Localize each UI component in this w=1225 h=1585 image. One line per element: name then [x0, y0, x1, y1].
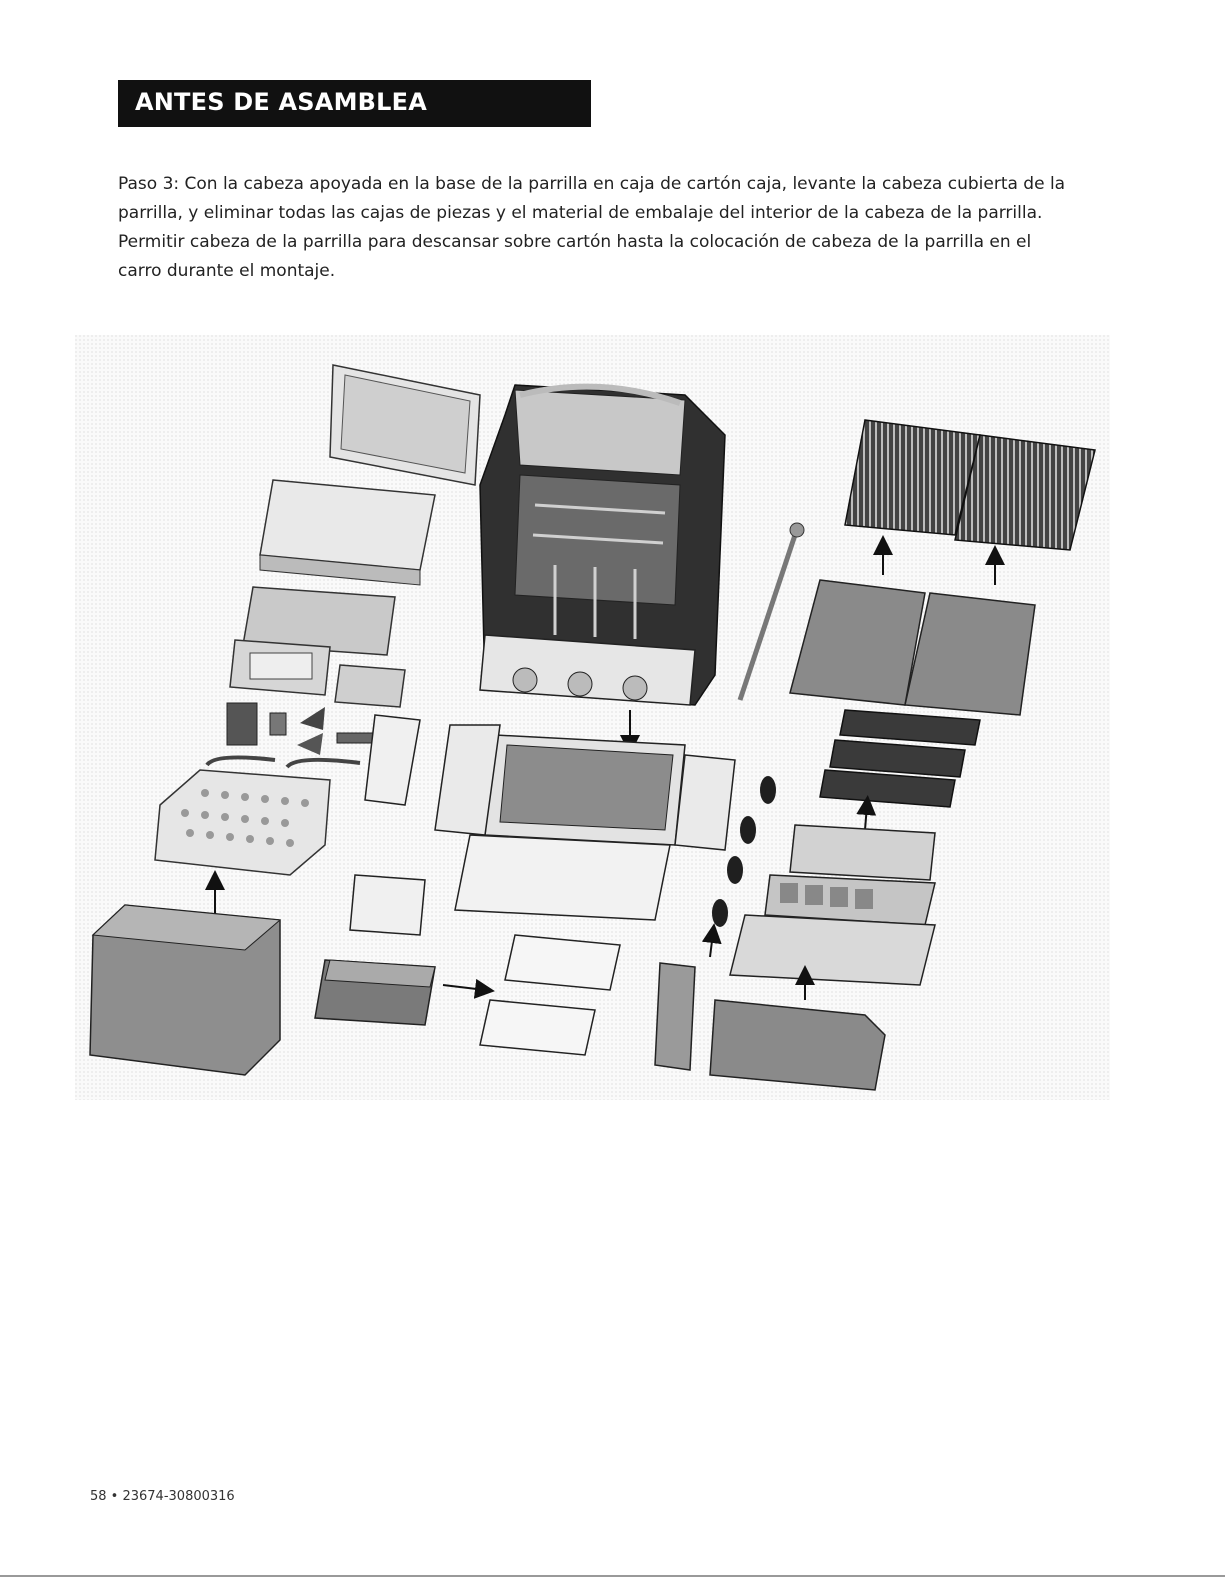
side-burner-lid-part: [260, 480, 435, 585]
drip-tray-small-part: [230, 640, 330, 695]
bottom-panel-part: [455, 835, 670, 920]
packing-box-small-part: [655, 963, 695, 1070]
cardboard-box-part: [90, 905, 280, 1075]
side-burner-box-part: [155, 770, 330, 875]
bottom-rule: [0, 1575, 1225, 1577]
grill-head-part: [480, 385, 725, 705]
page-number-label: 58 • 23674-30800316: [90, 1489, 235, 1504]
page-footer: [90, 1489, 235, 1504]
section-header: [118, 80, 591, 127]
section-title: ANTES DE ASAMBLEA: [135, 88, 428, 116]
step-instruction: Paso 3: Con la cabeza apoyada en la base de la parrilla en caja de cartón caja, levante la cabeza cubierta de la parrilla, y eliminar todas las cajas de piezas y el material de embalaje del interior de la cabeza de la parrilla. Permitir cabeza de la parrilla para descansar sobre cartón hasta la colocación de cabeza de la parrilla en el carro durante el montaje.: [118, 174, 1066, 281]
cooking-grate-right-part: [955, 435, 1095, 550]
grease-cup-part: [335, 665, 405, 707]
exploded-parts-diagram: [75, 335, 1110, 1100]
